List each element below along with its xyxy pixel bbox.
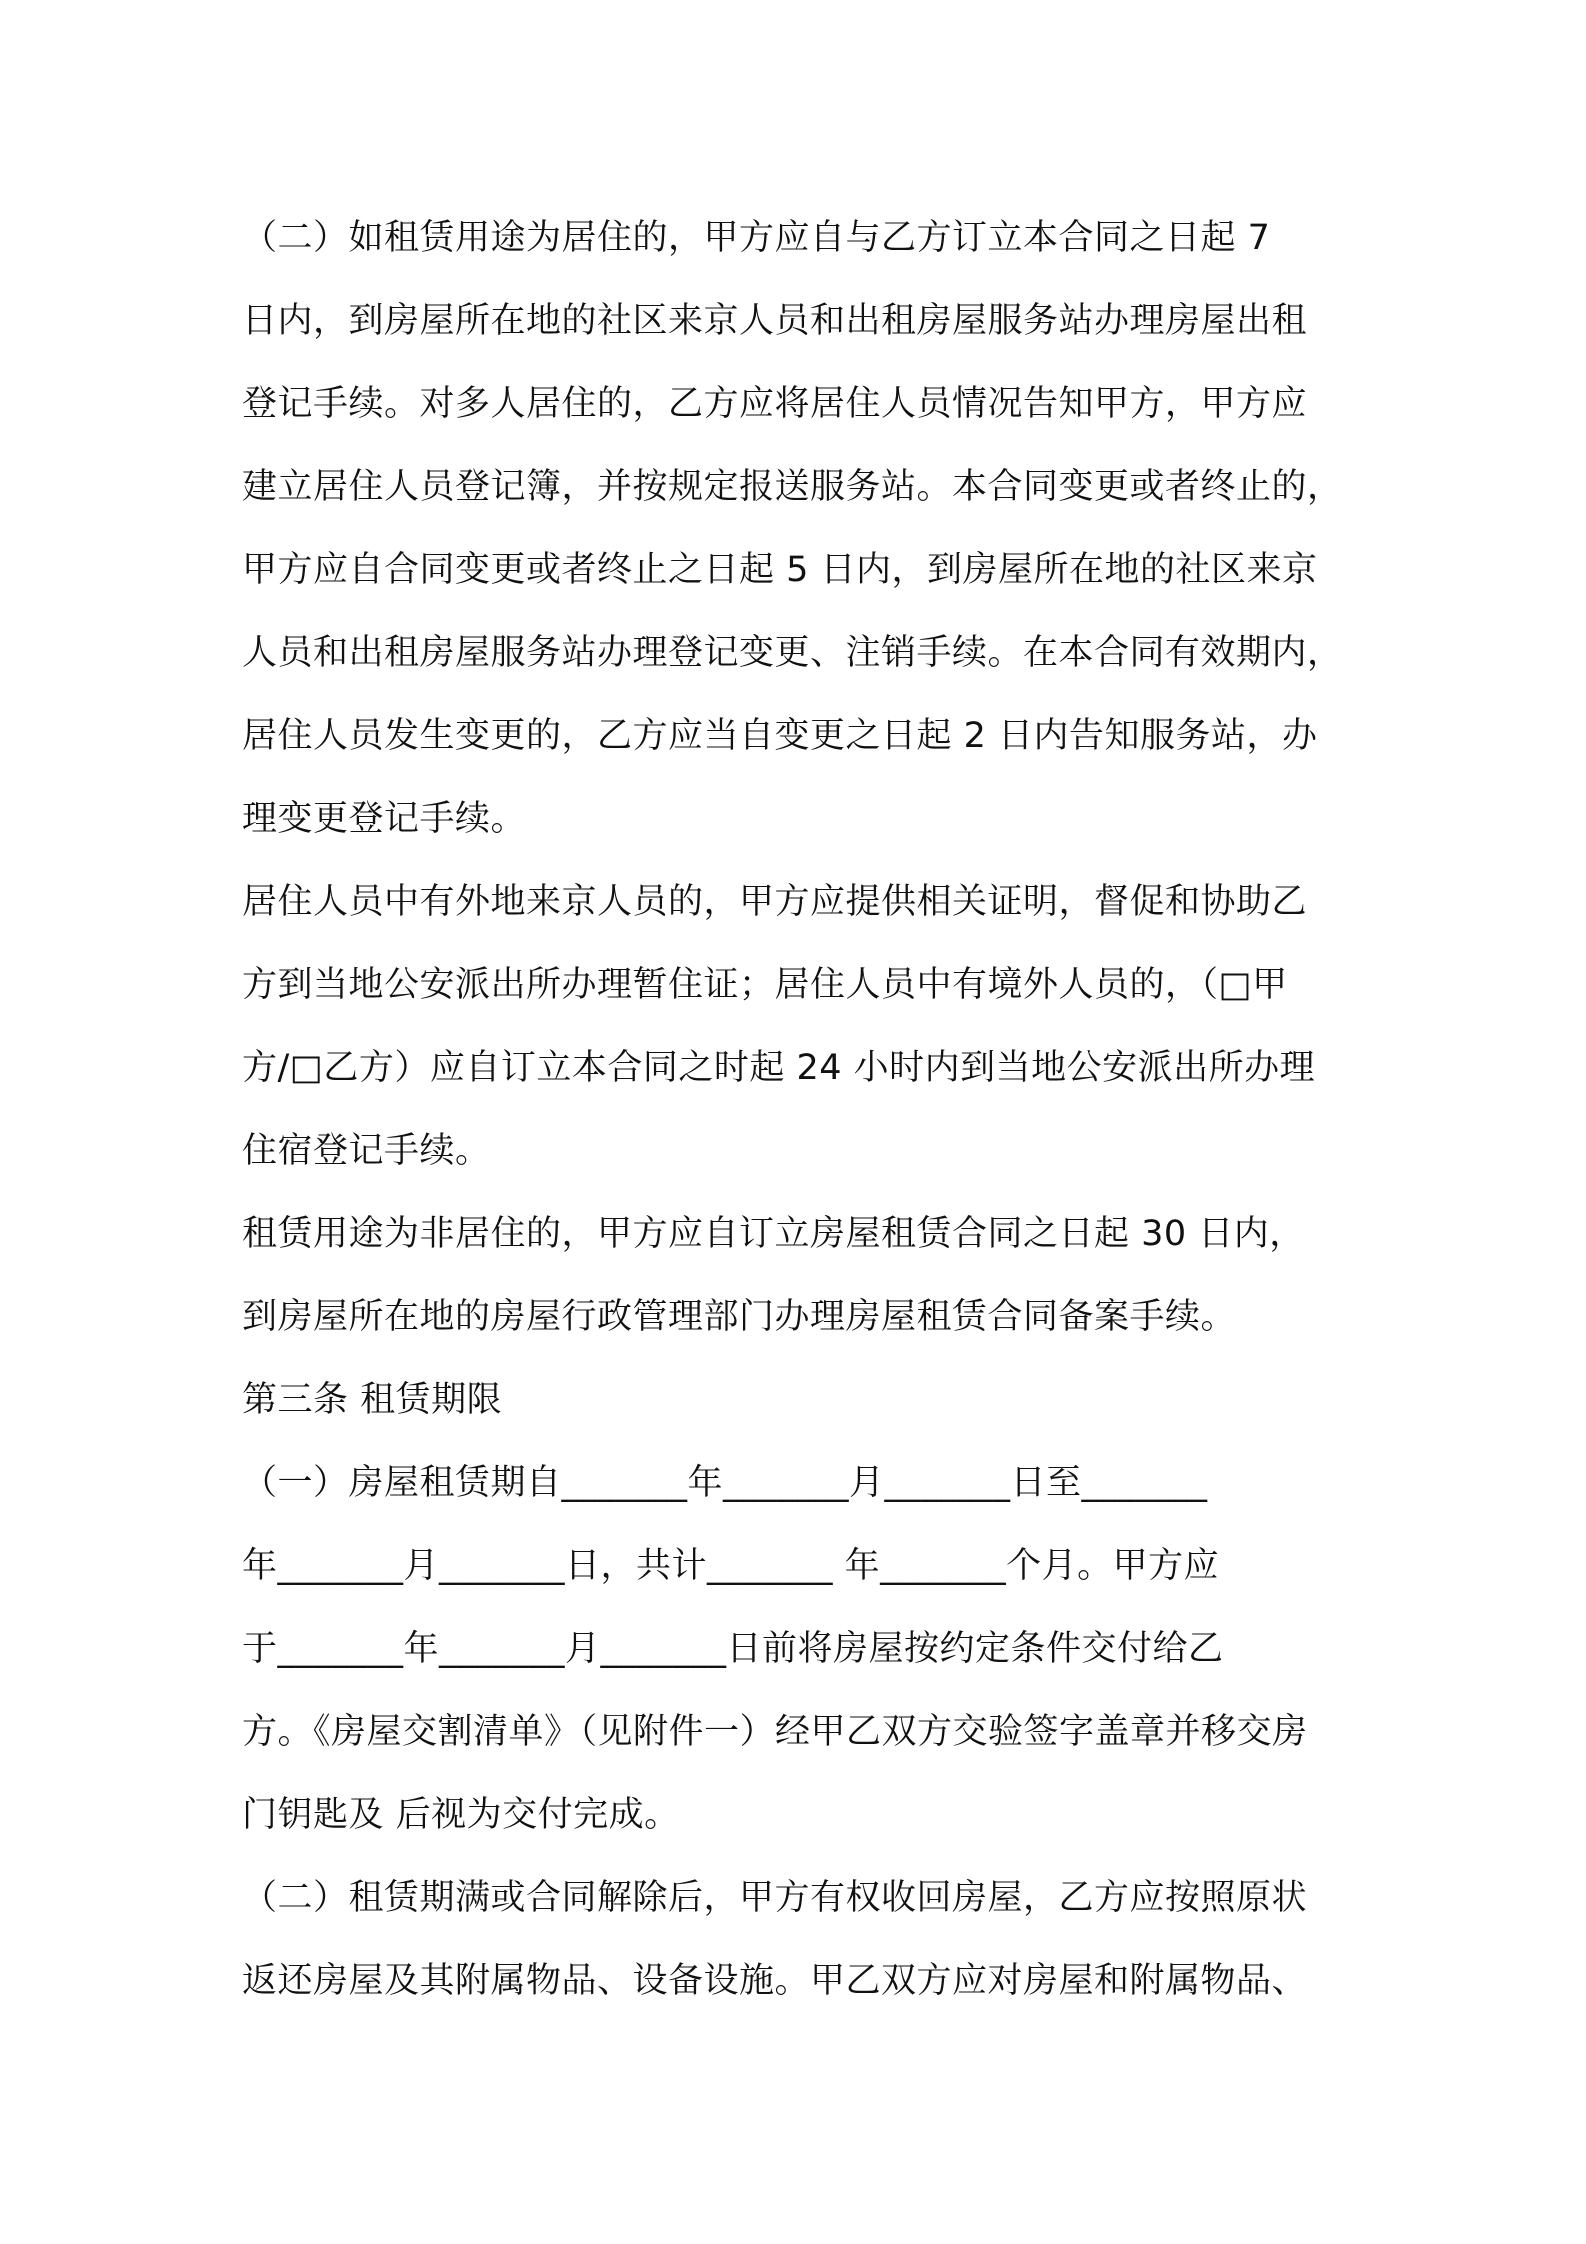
text-line: 门钥匙及 后视为交付完成。 bbox=[242, 1795, 680, 1835]
text-line: 人员和出租房屋服务站办理登记变更、注销手续。在本合同有效期内， bbox=[242, 633, 1343, 673]
text-line: 到房屋所在地的房屋行政管理部门办理房屋租赁合同备案手续。 bbox=[242, 1297, 1237, 1337]
text-line: 居住人员发生变更的，乙方应当自变更之日起 2 日内告知服务站，办 bbox=[242, 716, 1318, 756]
text-line: 登记手续。对多人居住的，乙方应将居住人员情况告知甲方，甲方应 bbox=[242, 384, 1308, 424]
section-heading: 第三条 租赁期限 bbox=[242, 1380, 503, 1420]
text-line: 方/□乙方）应自订立本合同之时起 24 小时内到当地公安派出所办理 bbox=[242, 1048, 1316, 1088]
text-line: （一）房屋租赁期自_______年_______月_______日至_______ bbox=[242, 1463, 1208, 1503]
text-line: 方到当地公安派出所办理暂住证；居住人员中有境外人员的，（□甲 bbox=[242, 965, 1288, 1005]
text-line: 方。《房屋交割清单》（见附件一）经甲乙双方交验签字盖章并移交房 bbox=[242, 1712, 1308, 1752]
text-line: 租赁用途为非居住的，甲方应自订立房屋租赁合同之日起 30 日内， bbox=[242, 1214, 1305, 1254]
text-line: 日内，到房屋所在地的社区来京人员和出租房屋服务站办理房屋出租 bbox=[242, 301, 1308, 341]
text-line: （二）如租赁用途为居住的，甲方应自与乙方订立本合同之日起 7 bbox=[242, 218, 1271, 258]
text-line: 建立居住人员登记簿，并按规定报送服务站。本合同变更或者终止的， bbox=[242, 467, 1343, 507]
text-line: 理变更登记手续。 bbox=[242, 799, 527, 839]
text-line: 住宿登记手续。 bbox=[242, 1131, 491, 1171]
text-line: 甲方应自合同变更或者终止之日起 5 日内，到房屋所在地的社区来京 bbox=[242, 550, 1318, 590]
text-line: 返还房屋及其附属物品、设备设施。甲乙双方应对房屋和附属物品、 bbox=[242, 1961, 1308, 2001]
text-line: 居住人员中有外地来京人员的，甲方应提供相关证明，督促和协助乙 bbox=[242, 882, 1308, 922]
text-line: 年_______月_______日，共计_______ 年_______个月。甲方应 bbox=[242, 1546, 1220, 1586]
text-line: （二）租赁期满或合同解除后，甲方有权收回房屋，乙方应按照原状 bbox=[242, 1878, 1308, 1918]
text-line: 于_______年_______月_______日前将房屋按约定条件交付给乙 bbox=[242, 1629, 1224, 1669]
